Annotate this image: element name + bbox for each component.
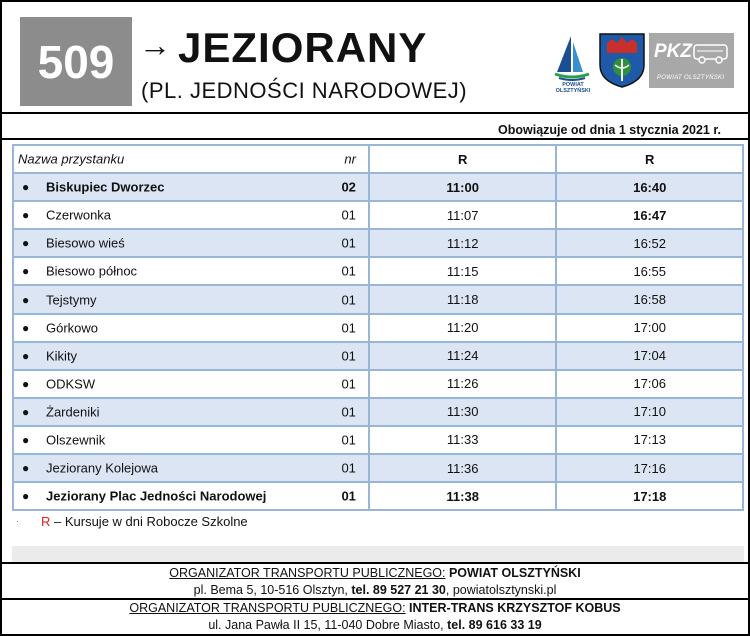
departure-time-course-1: 11:36 bbox=[369, 454, 557, 482]
departure-time-course-2: 17:18 bbox=[556, 482, 743, 510]
organizer-2-address: ul. Jana Pawła II 15, 11-040 Dobre Miasto, bbox=[208, 618, 448, 632]
column-header-course-1: R bbox=[369, 145, 557, 173]
departure-time-course-2: 16:55 bbox=[556, 257, 743, 285]
column-header-stop-label: Nazwa przystanku bbox=[18, 151, 125, 167]
stop-name: Jeziorany Kolejowa bbox=[46, 460, 159, 476]
legend-text: – Kursuje w dni Robocze Szkolne bbox=[50, 514, 248, 529]
departure-time-course-2: 17:16 bbox=[556, 454, 743, 482]
footer-divider-1 bbox=[0, 562, 750, 564]
stop-name: Tejstymy bbox=[46, 292, 97, 308]
stop-name: Olszewnik bbox=[46, 432, 106, 448]
organizer-1-label: ORGANIZATOR TRANSPORTU PUBLICZNEGO: bbox=[169, 566, 446, 580]
table-header-row bbox=[13, 145, 743, 173]
table-row bbox=[13, 314, 743, 342]
organizer-2-name: INTER-TRANS KRZYSZTOF KOBUS bbox=[405, 601, 621, 615]
stop-bullet-icon: ● bbox=[22, 348, 30, 363]
table-top-divider bbox=[0, 138, 750, 140]
stop-bullet-icon: ● bbox=[22, 489, 30, 504]
destination-subtitle: (PL. JEDNOŚCI NARODOWEJ) bbox=[141, 78, 468, 103]
stop-nr: 01 bbox=[341, 404, 356, 420]
table-row bbox=[13, 370, 743, 398]
stop-bullet-icon: ● bbox=[22, 292, 30, 307]
organizer-1-address: pl. Bema 5, 10-516 Olsztyn, bbox=[193, 583, 352, 597]
departure-time-course-1: 11:38 bbox=[369, 482, 557, 510]
stop-cell bbox=[13, 426, 369, 454]
stop-cell bbox=[13, 370, 369, 398]
departure-time-course-2: 16:40 bbox=[556, 173, 743, 201]
departure-time-course-1: 11:33 bbox=[369, 426, 557, 454]
legend-dot: · bbox=[16, 516, 19, 526]
organizer-1-phone: tel. 89 527 21 30 bbox=[351, 583, 446, 597]
stop-name: Górkowo bbox=[46, 320, 99, 336]
column-header-nr: nr bbox=[344, 151, 356, 167]
departure-time-course-2: 17:10 bbox=[556, 398, 743, 426]
valid-from: Obowiązuje od dnia 1 stycznia 2021 r. bbox=[498, 123, 721, 137]
departure-time-course-1: 11:20 bbox=[369, 314, 557, 342]
table-row bbox=[13, 482, 743, 510]
bus-icon bbox=[693, 43, 729, 65]
footer-band bbox=[12, 546, 744, 562]
organizer-1-website: , powiatolsztynski.pl bbox=[445, 583, 557, 597]
organizer-1 bbox=[0, 565, 750, 599]
departure-time-course-1: 11:24 bbox=[369, 342, 557, 370]
departure-time-course-1: 11:00 bbox=[369, 173, 557, 201]
organizer-2 bbox=[0, 600, 750, 634]
stop-name: Czerwonka bbox=[46, 207, 112, 223]
stop-name: ODKSW bbox=[46, 376, 96, 392]
stop-bullet-icon: ● bbox=[22, 404, 30, 419]
stop-cell bbox=[13, 314, 369, 342]
stop-nr: 02 bbox=[341, 179, 356, 195]
table-row bbox=[13, 285, 743, 313]
powiat-logo-label: POWIAT OLSZTYŃSKI bbox=[555, 82, 591, 94]
departure-time-course-2: 17:04 bbox=[556, 342, 743, 370]
column-header-course-2: R bbox=[556, 145, 743, 173]
arrow-icon: → bbox=[139, 27, 172, 63]
stop-nr: 01 bbox=[341, 263, 356, 279]
stop-bullet-icon: ● bbox=[22, 320, 30, 335]
pkz-logo bbox=[649, 33, 734, 88]
destination-name: JEZIORANY bbox=[178, 24, 428, 71]
departure-time-course-2: 17:06 bbox=[556, 370, 743, 398]
table-row bbox=[13, 173, 743, 201]
stop-cell bbox=[13, 201, 369, 229]
stop-bullet-icon: ● bbox=[22, 432, 30, 447]
column-header-stop bbox=[13, 145, 369, 173]
stop-nr: 01 bbox=[341, 235, 356, 251]
stop-cell bbox=[13, 173, 369, 201]
table-row bbox=[13, 229, 743, 257]
stop-cell bbox=[13, 482, 369, 510]
route-number: 509 bbox=[20, 17, 132, 106]
table-row bbox=[13, 257, 743, 285]
stop-name: Biskupiec Dworzec bbox=[46, 179, 165, 195]
stop-nr: 01 bbox=[341, 292, 356, 308]
stop-cell bbox=[13, 398, 369, 426]
departure-time-course-1: 11:30 bbox=[369, 398, 557, 426]
stop-bullet-icon: ● bbox=[22, 264, 30, 279]
pkz-logo-text: PKZ bbox=[654, 41, 692, 62]
stop-cell bbox=[13, 257, 369, 285]
departure-time-course-1: 11:12 bbox=[369, 229, 557, 257]
stop-bullet-icon: ● bbox=[22, 376, 30, 391]
departure-time-course-1: 11:15 bbox=[369, 257, 557, 285]
stop-name: Żardeniki bbox=[46, 404, 100, 420]
departure-time-course-1: 11:18 bbox=[369, 285, 557, 313]
stop-name: Kikity bbox=[46, 348, 78, 364]
stop-nr: 01 bbox=[341, 376, 356, 392]
table-row bbox=[13, 454, 743, 482]
departure-time-course-1: 11:26 bbox=[369, 370, 557, 398]
departure-time-course-2: 17:13 bbox=[556, 426, 743, 454]
table-row bbox=[13, 398, 743, 426]
stop-bullet-icon: ● bbox=[22, 236, 30, 251]
stop-nr: 01 bbox=[341, 488, 356, 504]
organizer-2-phone: tel. 89 616 33 19 bbox=[447, 618, 542, 632]
stop-nr: 01 bbox=[341, 207, 356, 223]
stop-nr: 01 bbox=[341, 432, 356, 448]
departure-time-course-1: 11:07 bbox=[369, 201, 557, 229]
pkz-logo-subtext: POWIAT OLSZTYŃSKI bbox=[657, 75, 725, 81]
legend-code: R bbox=[41, 514, 51, 529]
stop-bullet-icon: ● bbox=[22, 180, 30, 195]
departure-time-course-2: 17:00 bbox=[556, 314, 743, 342]
table-row bbox=[13, 426, 743, 454]
stop-nr: 01 bbox=[341, 320, 356, 336]
timetable bbox=[12, 144, 744, 511]
table-row bbox=[13, 201, 743, 229]
stop-name: Biesowo wieś bbox=[46, 235, 125, 251]
departure-time-course-2: 16:52 bbox=[556, 229, 743, 257]
header-divider bbox=[0, 112, 750, 114]
departure-time-course-2: 16:47 bbox=[556, 201, 743, 229]
stop-cell bbox=[13, 342, 369, 370]
departure-time-course-2: 16:58 bbox=[556, 285, 743, 313]
stop-nr: 01 bbox=[341, 460, 356, 476]
stop-bullet-icon: ● bbox=[22, 461, 30, 476]
stop-bullet-icon: ● bbox=[22, 208, 30, 223]
organizer-1-name: POWIAT OLSZTYŃSKI bbox=[445, 566, 581, 580]
powiat-sail-logo bbox=[547, 32, 597, 94]
stop-cell bbox=[13, 285, 369, 313]
stop-cell bbox=[13, 454, 369, 482]
legend bbox=[16, 514, 248, 529]
table-row bbox=[13, 342, 743, 370]
stop-name: Jeziorany Plac Jedności Narodowej bbox=[46, 488, 267, 504]
coat-of-arms-logo bbox=[597, 31, 647, 89]
destination-title bbox=[139, 24, 427, 72]
stop-name: Biesowo północ bbox=[46, 263, 138, 279]
stop-cell bbox=[13, 229, 369, 257]
organizer-2-label: ORGANIZATOR TRANSPORTU PUBLICZNEGO: bbox=[129, 601, 406, 615]
stop-nr: 01 bbox=[341, 348, 356, 364]
